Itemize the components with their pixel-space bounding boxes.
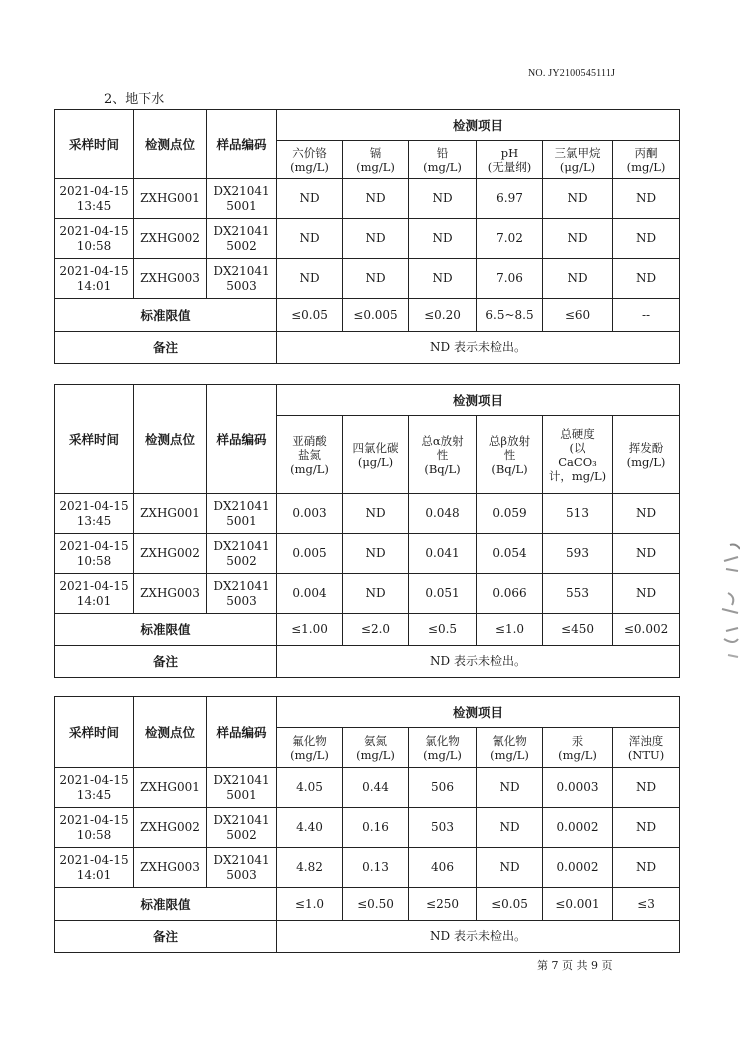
sampling-time-cell: 2021-04-15 13:45 — [55, 768, 134, 808]
remark-label: 备注 — [55, 921, 277, 953]
point-cell: ZXHG001 — [134, 768, 207, 808]
point-cell: ZXHG002 — [134, 534, 207, 574]
column-header: 亚硝酸 盐氮 (mg/L) — [277, 416, 343, 494]
value-cell: ND — [613, 768, 680, 808]
column-header: 氨氮 (mg/L) — [343, 728, 409, 768]
value-cell: 0.44 — [343, 768, 409, 808]
table-row — [55, 534, 680, 574]
value-cell: 7.02 — [477, 219, 543, 259]
sampling-time-cell: 2021-04-15 13:45 — [55, 179, 134, 219]
value-cell: ND — [477, 848, 543, 888]
value-cell: ND — [277, 259, 343, 299]
value-cell: ND — [277, 219, 343, 259]
limit-cell: ≤0.05 — [477, 888, 543, 921]
point-cell: ZXHG003 — [134, 574, 207, 614]
sampling-time-cell: 2021-04-15 10:58 — [55, 219, 134, 259]
value-cell: 506 — [409, 768, 477, 808]
limit-cell: -- — [613, 299, 680, 332]
code-cell: DX21041 5001 — [207, 768, 277, 808]
value-cell: ND — [477, 768, 543, 808]
remark-text: ND 表示未检出。 — [277, 921, 680, 953]
code-cell: DX21041 5003 — [207, 848, 277, 888]
value-cell: 513 — [543, 494, 613, 534]
column-header: 四氯化碳 (μg/L) — [343, 416, 409, 494]
remark-text: ND 表示未检出。 — [277, 646, 680, 678]
remark-row — [55, 921, 680, 953]
value-cell: 0.066 — [477, 574, 543, 614]
value-cell: 0.005 — [277, 534, 343, 574]
limit-cell: ≤0.005 — [343, 299, 409, 332]
limit-cell: ≤1.0 — [477, 614, 543, 646]
value-cell: ND — [477, 808, 543, 848]
value-cell: ND — [543, 179, 613, 219]
column-header: 总α放射 性 (Bq/L) — [409, 416, 477, 494]
value-cell: ND — [613, 494, 680, 534]
value-cell: ND — [613, 179, 680, 219]
value-cell: 0.0003 — [543, 768, 613, 808]
point-cell: ZXHG001 — [134, 494, 207, 534]
value-cell: ND — [613, 219, 680, 259]
value-cell: 0.059 — [477, 494, 543, 534]
limit-cell: ≤0.001 — [543, 888, 613, 921]
value-cell: 4.05 — [277, 768, 343, 808]
value-cell: ND — [613, 574, 680, 614]
limit-cell: ≤0.002 — [613, 614, 680, 646]
value-cell: 7.06 — [477, 259, 543, 299]
column-header: 总硬度 (以 CaCO₃ 计，mg/L) — [543, 416, 613, 494]
code-cell: DX21041 5001 — [207, 179, 277, 219]
column-header: 汞 (mg/L) — [543, 728, 613, 768]
header-sample-code: 样品编码 — [207, 385, 277, 494]
value-cell: 6.97 — [477, 179, 543, 219]
value-cell: 0.004 — [277, 574, 343, 614]
remark-row — [55, 332, 680, 364]
header-monitoring-point: 检测点位 — [134, 385, 207, 494]
header-sample-code: 样品编码 — [207, 697, 277, 768]
header-sample-code: 样品编码 — [207, 110, 277, 179]
sampling-time-cell: 2021-04-15 14:01 — [55, 848, 134, 888]
value-cell: ND — [613, 259, 680, 299]
table-row — [55, 848, 680, 888]
value-cell: ND — [613, 848, 680, 888]
code-cell: DX21041 5001 — [207, 494, 277, 534]
value-cell: 4.40 — [277, 808, 343, 848]
value-cell: ND — [343, 574, 409, 614]
seal-stamp-icon — [716, 535, 740, 665]
header-sampling-time: 采样时间 — [55, 110, 134, 179]
remark-label: 备注 — [55, 332, 277, 364]
point-cell: ZXHG002 — [134, 808, 207, 848]
sampling-time-cell: 2021-04-15 13:45 — [55, 494, 134, 534]
header-test-items: 检测项目 — [277, 385, 680, 416]
column-header: 氟化物 (mg/L) — [277, 728, 343, 768]
column-header: 总β放射 性 (Bq/L) — [477, 416, 543, 494]
value-cell: 0.16 — [343, 808, 409, 848]
column-header: 氰化物 (mg/L) — [477, 728, 543, 768]
value-cell: 0.054 — [477, 534, 543, 574]
column-header: 镉 (mg/L) — [343, 141, 409, 179]
table-row — [55, 259, 680, 299]
value-cell: ND — [343, 219, 409, 259]
value-cell: ND — [409, 219, 477, 259]
limit-row — [55, 299, 680, 332]
sampling-time-cell: 2021-04-15 10:58 — [55, 534, 134, 574]
header-sampling-time: 采样时间 — [55, 697, 134, 768]
column-header: 六价铬 (mg/L) — [277, 141, 343, 179]
value-cell: ND — [543, 259, 613, 299]
value-cell: ND — [343, 179, 409, 219]
limit-label: 标准限值 — [55, 614, 277, 646]
results-table-1 — [54, 109, 680, 364]
value-cell: 0.048 — [409, 494, 477, 534]
point-cell: ZXHG003 — [134, 259, 207, 299]
limit-cell: ≤0.20 — [409, 299, 477, 332]
value-cell: ND — [409, 259, 477, 299]
page-number: 第 7 页 共 9 页 — [537, 959, 613, 972]
limit-cell: ≤3 — [613, 888, 680, 921]
table-row — [55, 574, 680, 614]
column-header: 挥发酚 (mg/L) — [613, 416, 680, 494]
value-cell: ND — [343, 494, 409, 534]
code-cell: DX21041 5002 — [207, 534, 277, 574]
value-cell: 0.051 — [409, 574, 477, 614]
remark-label: 备注 — [55, 646, 277, 678]
point-cell: ZXHG002 — [134, 219, 207, 259]
value-cell: 593 — [543, 534, 613, 574]
column-header: 丙酮 (mg/L) — [613, 141, 680, 179]
value-cell: 0.041 — [409, 534, 477, 574]
header-test-items: 检测项目 — [277, 697, 680, 728]
column-header: 铅 (mg/L) — [409, 141, 477, 179]
limit-cell: ≤60 — [543, 299, 613, 332]
table-row — [55, 179, 680, 219]
limit-cell: ≤1.00 — [277, 614, 343, 646]
header-sampling-time: 采样时间 — [55, 385, 134, 494]
report-number: NO. JY2100545111J — [528, 68, 616, 79]
section-title: 2、地下水 — [104, 92, 165, 107]
column-header: 浑浊度 (NTU) — [613, 728, 680, 768]
sampling-time-cell: 2021-04-15 14:01 — [55, 574, 134, 614]
value-cell: 0.003 — [277, 494, 343, 534]
value-cell: 0.0002 — [543, 848, 613, 888]
value-cell: ND — [613, 808, 680, 848]
value-cell: 503 — [409, 808, 477, 848]
results-table-2 — [54, 384, 680, 678]
value-cell: 553 — [543, 574, 613, 614]
value-cell: ND — [277, 179, 343, 219]
point-cell: ZXHG001 — [134, 179, 207, 219]
limit-label: 标准限值 — [55, 299, 277, 332]
limit-label: 标准限值 — [55, 888, 277, 921]
table-row — [55, 494, 680, 534]
sampling-time-cell: 2021-04-15 10:58 — [55, 808, 134, 848]
limit-cell: ≤1.0 — [277, 888, 343, 921]
header-monitoring-point: 检测点位 — [134, 110, 207, 179]
column-header: 氯化物 (mg/L) — [409, 728, 477, 768]
table-row — [55, 808, 680, 848]
limit-cell: ≤0.50 — [343, 888, 409, 921]
value-cell: ND — [409, 179, 477, 219]
limit-cell: 6.5~8.5 — [477, 299, 543, 332]
value-cell: 0.13 — [343, 848, 409, 888]
value-cell: ND — [343, 259, 409, 299]
limit-row — [55, 888, 680, 921]
code-cell: DX21041 5003 — [207, 574, 277, 614]
table-row — [55, 219, 680, 259]
limit-cell: ≤0.05 — [277, 299, 343, 332]
limit-cell: ≤450 — [543, 614, 613, 646]
sampling-time-cell: 2021-04-15 14:01 — [55, 259, 134, 299]
column-header: 三氯甲烷 (μg/L) — [543, 141, 613, 179]
value-cell: ND — [543, 219, 613, 259]
value-cell: ND — [343, 534, 409, 574]
remark-row — [55, 646, 680, 678]
limit-cell: ≤2.0 — [343, 614, 409, 646]
table-row — [55, 768, 680, 808]
remark-text: ND 表示未检出。 — [277, 332, 680, 364]
header-monitoring-point: 检测点位 — [134, 697, 207, 768]
code-cell: DX21041 5002 — [207, 219, 277, 259]
value-cell: 0.0002 — [543, 808, 613, 848]
limit-cell: ≤250 — [409, 888, 477, 921]
results-table-3 — [54, 696, 680, 953]
value-cell: 4.82 — [277, 848, 343, 888]
value-cell: ND — [613, 534, 680, 574]
point-cell: ZXHG003 — [134, 848, 207, 888]
code-cell: DX21041 5003 — [207, 259, 277, 299]
value-cell: 406 — [409, 848, 477, 888]
column-header: pH (无量纲) — [477, 141, 543, 179]
code-cell: DX21041 5002 — [207, 808, 277, 848]
limit-cell: ≤0.5 — [409, 614, 477, 646]
limit-row — [55, 614, 680, 646]
header-test-items: 检测项目 — [277, 110, 680, 141]
